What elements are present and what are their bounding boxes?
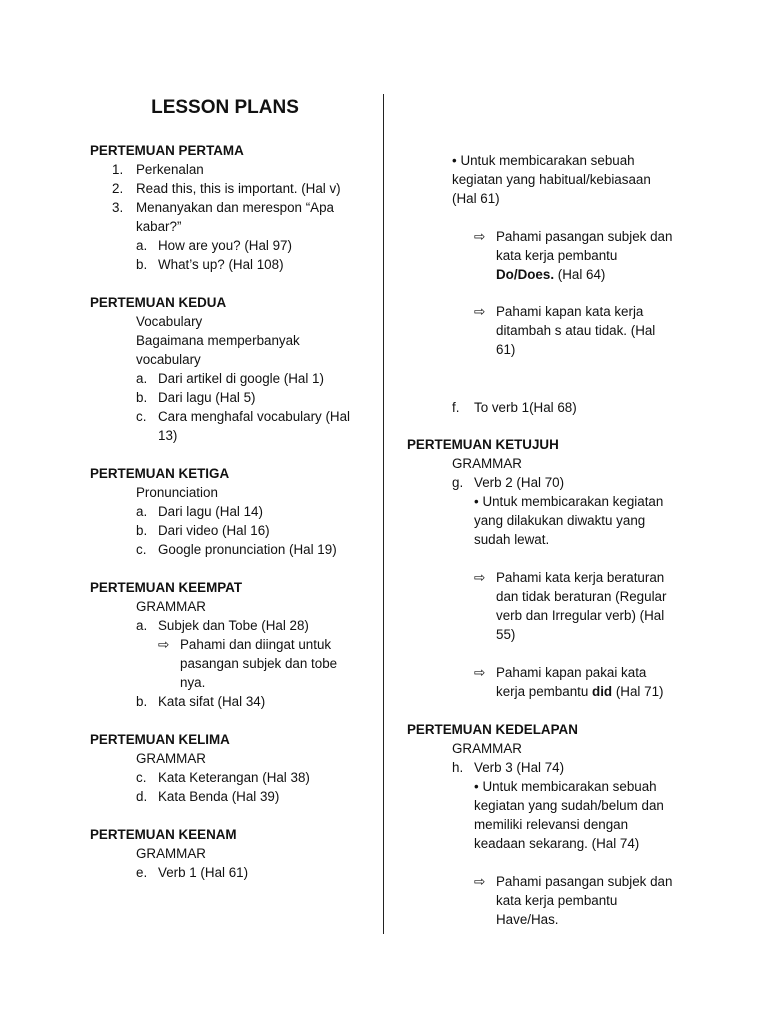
list-item: a. How are you? (Hal 97) bbox=[136, 238, 292, 253]
topic-label: GRAMMAR bbox=[136, 599, 206, 614]
section-heading-ketujuh: PERTEMUAN KETUJUH bbox=[407, 437, 559, 452]
list-item: a. Subjek dan Tobe (Hal 28) bbox=[136, 618, 309, 633]
list-item: b. Kata sifat (Hal 34) bbox=[136, 694, 266, 709]
note-item: ⇨ Pahami dan diingat untuk pasangan subjek dan tobe nya. bbox=[158, 637, 338, 690]
section-kedelapan bbox=[407, 720, 757, 853]
right-column-top bbox=[452, 151, 752, 208]
bullet-item: • Untuk membicarakan sebuah kegiatan yang sudah/belum dan memiliki relevansi dengan keadaan sekarang. (Hal 74) bbox=[474, 779, 664, 851]
list-item: f. To verb 1(Hal 68) bbox=[452, 400, 577, 415]
section-heading-keempat: PERTEMUAN KEEMPAT bbox=[90, 580, 243, 595]
arrow-right-icon: ⇨ bbox=[474, 229, 486, 244]
bullet-icon: • bbox=[474, 779, 479, 794]
topic-label: Vocabulary bbox=[136, 314, 203, 329]
arrow-right-icon: ⇨ bbox=[474, 304, 486, 319]
list-item: 3. Menanyakan dan merespon “Apa kabar?” bbox=[112, 200, 335, 234]
left-column bbox=[90, 141, 375, 882]
note-item: ⇨ Pahami kapan pakai kata kerja pembantu did (Hal 71) bbox=[474, 665, 664, 699]
column-divider bbox=[383, 94, 384, 934]
topic-label: GRAMMAR bbox=[136, 846, 206, 861]
section-heading-kedua: PERTEMUAN KEDUA bbox=[90, 295, 227, 310]
list-item: 2. Read this, this is important. (Hal v) bbox=[112, 181, 341, 196]
list-item: c. Kata Keterangan (Hal 38) bbox=[136, 770, 310, 785]
page-title: LESSON PLANS bbox=[151, 97, 299, 118]
topic-label: GRAMMAR bbox=[452, 741, 522, 756]
arrow-right-icon: ⇨ bbox=[474, 874, 486, 889]
topic-label: GRAMMAR bbox=[452, 456, 522, 471]
section-heading-ketiga: PERTEMUAN KETIGA bbox=[90, 466, 230, 481]
section-heading-pertama: PERTEMUAN PERTAMA bbox=[90, 143, 244, 158]
bullet-item: • Untuk membicarakan sebuah kegiatan yang habitual/kebiasaan (Hal 61) bbox=[452, 153, 651, 206]
list-item: e. Verb 1 (Hal 61) bbox=[136, 865, 249, 880]
section-heading-kelima: PERTEMUAN KELIMA bbox=[90, 732, 230, 747]
list-item: c. Google pronunciation (Hal 19) bbox=[136, 542, 337, 557]
list-item: a. Dari lagu (Hal 14) bbox=[136, 504, 263, 519]
topic-text: vocabulary bbox=[136, 352, 201, 367]
list-item: b. What’s up? (Hal 108) bbox=[136, 257, 284, 272]
section-heading-keenam: PERTEMUAN KEENAM bbox=[90, 827, 237, 842]
note-item: ⇨ Pahami kata kerja beraturan dan tidak beraturan (Regular verb dan Irregular verb) (Hal 55) bbox=[474, 570, 667, 642]
list-item: h. Verb 3 (Hal 74) bbox=[452, 760, 565, 775]
list-item: g. Verb 2 (Hal 70) bbox=[452, 475, 565, 490]
note-item: ⇨ Pahami pasangan subjek dan kata kerja pembantu Do/Does. (Hal 64) bbox=[474, 229, 673, 282]
arrow-right-icon: ⇨ bbox=[474, 665, 486, 680]
list-item: a. Dari artikel di google (Hal 1) bbox=[136, 371, 324, 386]
topic-label: GRAMMAR bbox=[136, 751, 206, 766]
arrow-right-icon: ⇨ bbox=[158, 637, 170, 652]
list-item: c. Cara menghafal vocabulary (Hal 13) bbox=[136, 409, 351, 443]
topic-label: Pronunciation bbox=[136, 485, 218, 500]
section-ketujuh bbox=[407, 435, 757, 549]
bullet-icon: • bbox=[474, 494, 479, 509]
section-heading-kedelapan: PERTEMUAN KEDELAPAN bbox=[407, 722, 578, 737]
topic-text: Bagaimana memperbanyak bbox=[136, 333, 300, 348]
list-item: d. Kata Benda (Hal 39) bbox=[136, 789, 280, 804]
arrow-right-icon: ⇨ bbox=[474, 570, 486, 585]
list-item: 1. Perkenalan bbox=[112, 162, 204, 177]
bullet-item: • Untuk membicarakan kegiatan yang dilakukan diwaktu yang sudah lewat. bbox=[474, 494, 664, 547]
note-item: ⇨ Pahami kapan kata kerja ditambah s atau tidak. (Hal 61) bbox=[474, 304, 656, 357]
bullet-icon: • bbox=[452, 153, 457, 168]
list-item: b. Dari video (Hal 16) bbox=[136, 523, 270, 538]
list-item: b. Dari lagu (Hal 5) bbox=[136, 390, 256, 405]
note-item: ⇨ Pahami pasangan subjek dan kata kerja pembantu Have/Has. bbox=[474, 874, 673, 927]
